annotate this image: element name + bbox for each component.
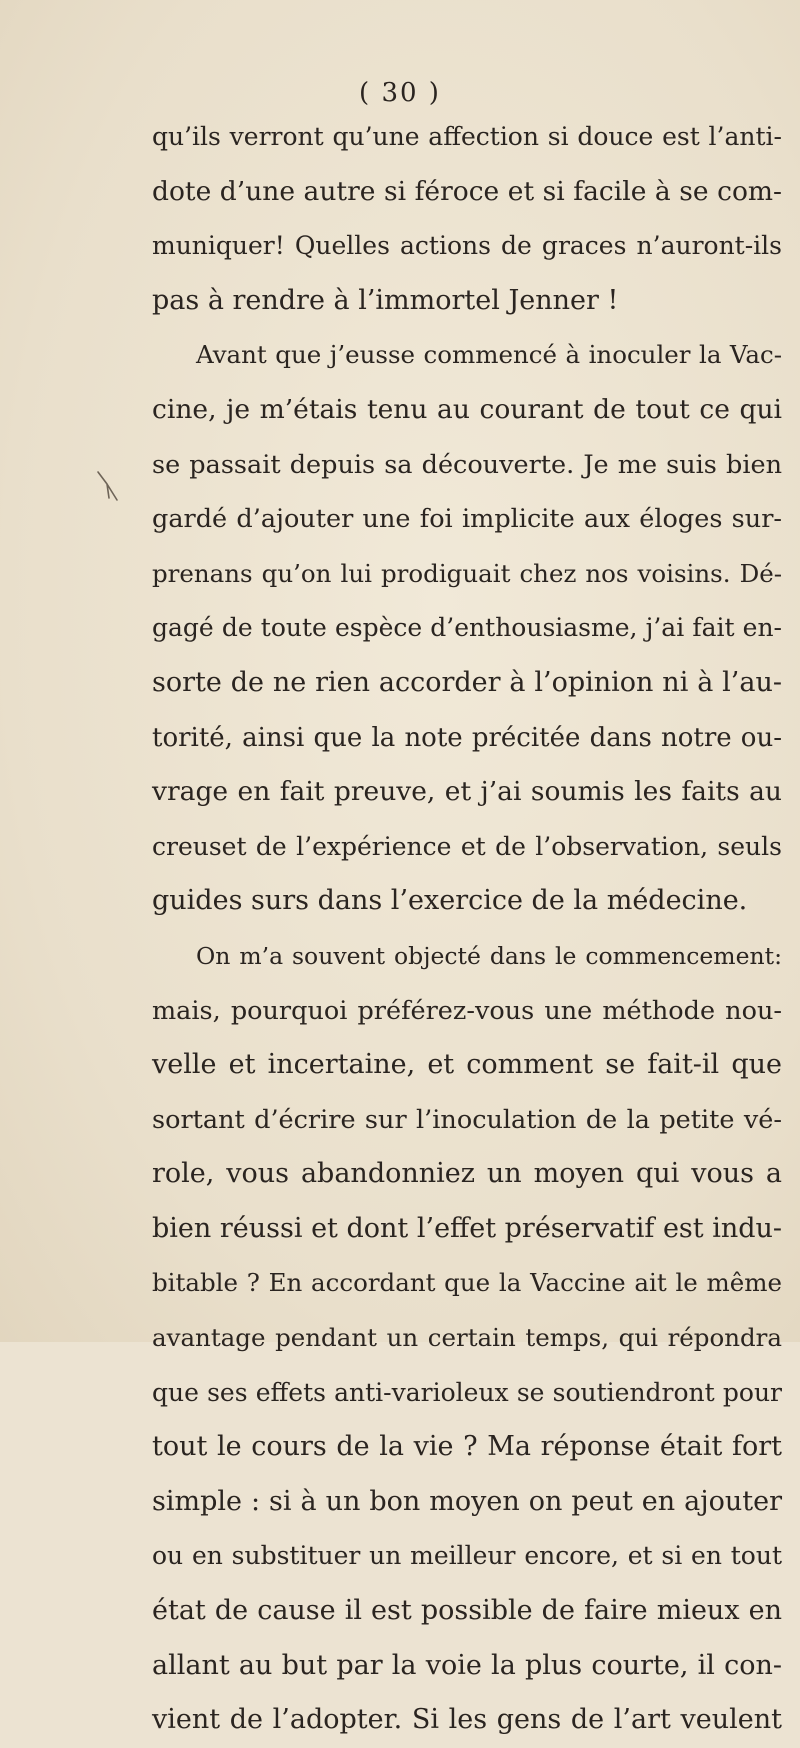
text-line: role, vous abandonniez un moyen qui vous a — [152, 1158, 782, 1190]
text-line: vrage en fait preuve, et j’ai soumis les faits au — [152, 776, 782, 808]
margin-mark-icon — [95, 470, 121, 506]
text-line: tout le cours de la vie ? Ma réponse était fort — [152, 1431, 782, 1463]
text-line: avantage pendant un certain temps, qui répondra — [152, 1323, 782, 1353]
text-line: bien réussi et dont l’effet préservatif est indu- — [152, 1212, 783, 1244]
paragraph-start-line: On m’a souvent objecté dans le commencement: — [196, 941, 782, 970]
text-line: pas à rendre à l’immortel Jenner ! — [152, 284, 619, 316]
text-line: vient de l’adopter. Si les gens de l’art veulent — [152, 1704, 782, 1736]
text-line: que ses effets anti-varioleux se soutiendront pour — [152, 1377, 782, 1407]
text-line: gagé de toute espèce d’enthousiasme, j’ai fait en- — [152, 613, 782, 643]
body-text — [152, 110, 782, 1748]
text-line: prenans qu’on lui prodiguait chez nos voisins. Dé- — [152, 558, 782, 588]
text-line: bitable ? En accordant que la Vaccine ait le même — [152, 1268, 782, 1298]
text-line: dote d’une autre si féroce et si facile à se com- — [152, 175, 782, 207]
paragraph-start-line: Avant que j’eusse commencé à inoculer la Vac- — [196, 340, 782, 370]
text-line: se passait depuis sa découverte. Je me suis bien — [152, 449, 782, 480]
text-line: allant au but par la voie la plus courte, il con- — [152, 1649, 782, 1681]
text-line: ou en substituer un meilleur encore, et si en tout — [152, 1541, 782, 1571]
text-line: muniquer! Quelles actions de graces n’auront-ils — [152, 231, 782, 261]
text-line: simple : si à un bon moyen on peut en ajouter — [152, 1485, 782, 1517]
text-line: état de cause il est possible de faire mieux en — [152, 1595, 782, 1627]
page-number: ( 30 ) — [359, 78, 441, 108]
text-line: cine, je m’étais tenu au courant de tout ce qui — [152, 393, 782, 425]
text-line: sorte de ne rien accorder à l’opinion ni à l’au- — [152, 666, 782, 698]
text-line: guides surs dans l’exercice de la médecine. — [152, 885, 748, 917]
text-line: qu’ils verront qu’une affection si douce est l’anti- — [152, 122, 782, 151]
text-line: torité, ainsi que la note précitée dans notre ou- — [152, 722, 782, 753]
text-line: creuset de l’expérience et de l’observation, seuls — [152, 831, 782, 861]
text-line: gardé d’ajouter une foi implicite aux éloges sur- — [152, 504, 782, 535]
text-line: mais, pourquoi préférez-vous une méthode nou- — [152, 995, 782, 1026]
text-line: sortant d’écrire sur l’inoculation de la petite vé- — [152, 1104, 782, 1135]
text-line: velle et incertaine, et comment se fait-il que — [152, 1049, 782, 1081]
